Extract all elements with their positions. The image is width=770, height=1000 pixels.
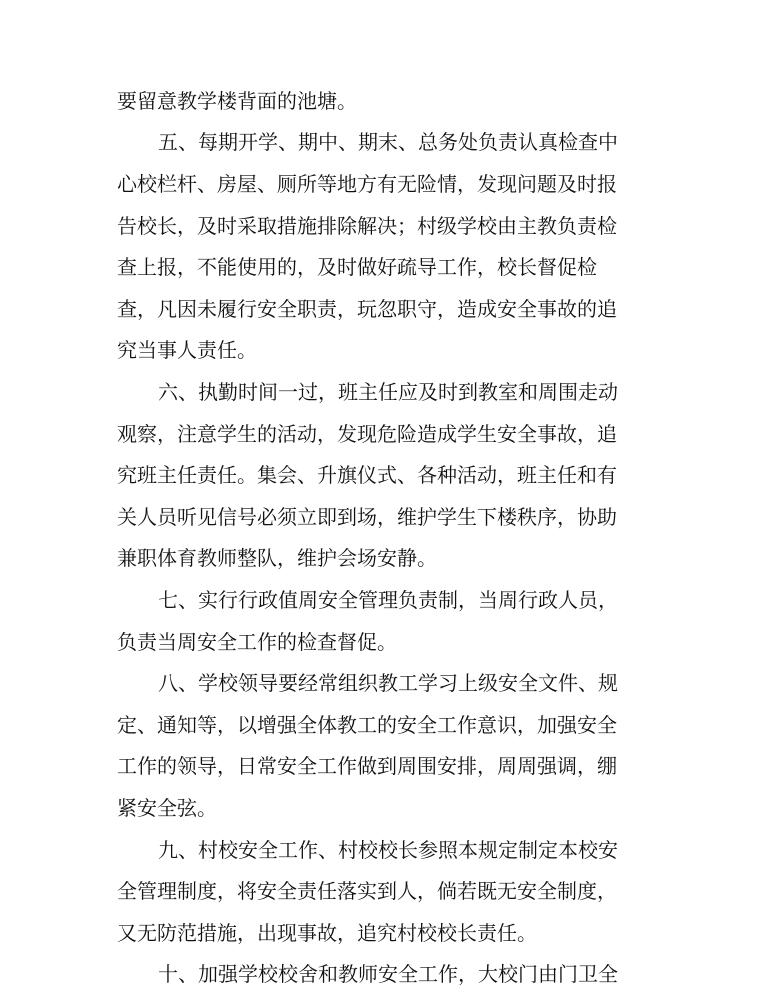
text-line: 五、每期开学、期中、期末、总务处负责认真检查中 [158,130,618,154]
text-line: 又无防范措施，出现事故，追究村校校长责任。 [117,921,537,945]
text-line: 定、通知等，以增强全体教工的安全工作意识，加强安全 [117,713,617,737]
text-line: 九、村校安全工作、村校校长参照本规定制定本校安 [158,838,618,862]
text-line: 心校栏杆、房屋、厕所等地方有无险情，发现问题及时报 [117,172,617,196]
text-line: 七、实行行政值周安全管理负责制，当周行政人员， [158,588,618,612]
text-line: 查，凡因未履行安全职责，玩忽职守，造成安全事故的追 [117,297,617,321]
text-line: 兼职体育教师整队，维护会场安静。 [117,546,437,570]
text-line: 关人员听见信号必须立即到场，维护学生下楼秩序，协助 [117,505,617,529]
text-line: 查上报，不能使用的，及时做好疏导工作，校长督促检 [117,255,597,279]
text-line: 告校长，及时采取措施排除解决；村级学校由主教负责检 [117,214,617,238]
text-line: 六、执勤时间一过，班主任应及时到教室和周围走动 [158,380,618,404]
text-line: 观察，注意学生的活动，发现危险造成学生安全事故，追 [117,422,617,446]
text-line: 究班主任责任。集会、升旗仪式、各种活动，班主任和有 [117,463,617,487]
text-line: 要留意教学楼背面的池塘。 [117,89,357,113]
text-line: 八、学校领导要经常组织教工学习上级安全文件、规 [158,671,618,695]
text-line: 十、加强学校校舍和教师安全工作，大校门由门卫全 [158,962,618,986]
text-line: 紧安全弦。 [117,796,217,820]
text-line: 究当事人责任。 [117,338,257,362]
text-line: 全管理制度，将安全责任落实到人，倘若既无安全制度， [117,879,617,903]
text-line: 负责当周安全工作的检查督促。 [117,630,397,654]
text-line: 工作的领导，日常安全工作做到周围安排，周周强调，绷 [117,754,617,778]
